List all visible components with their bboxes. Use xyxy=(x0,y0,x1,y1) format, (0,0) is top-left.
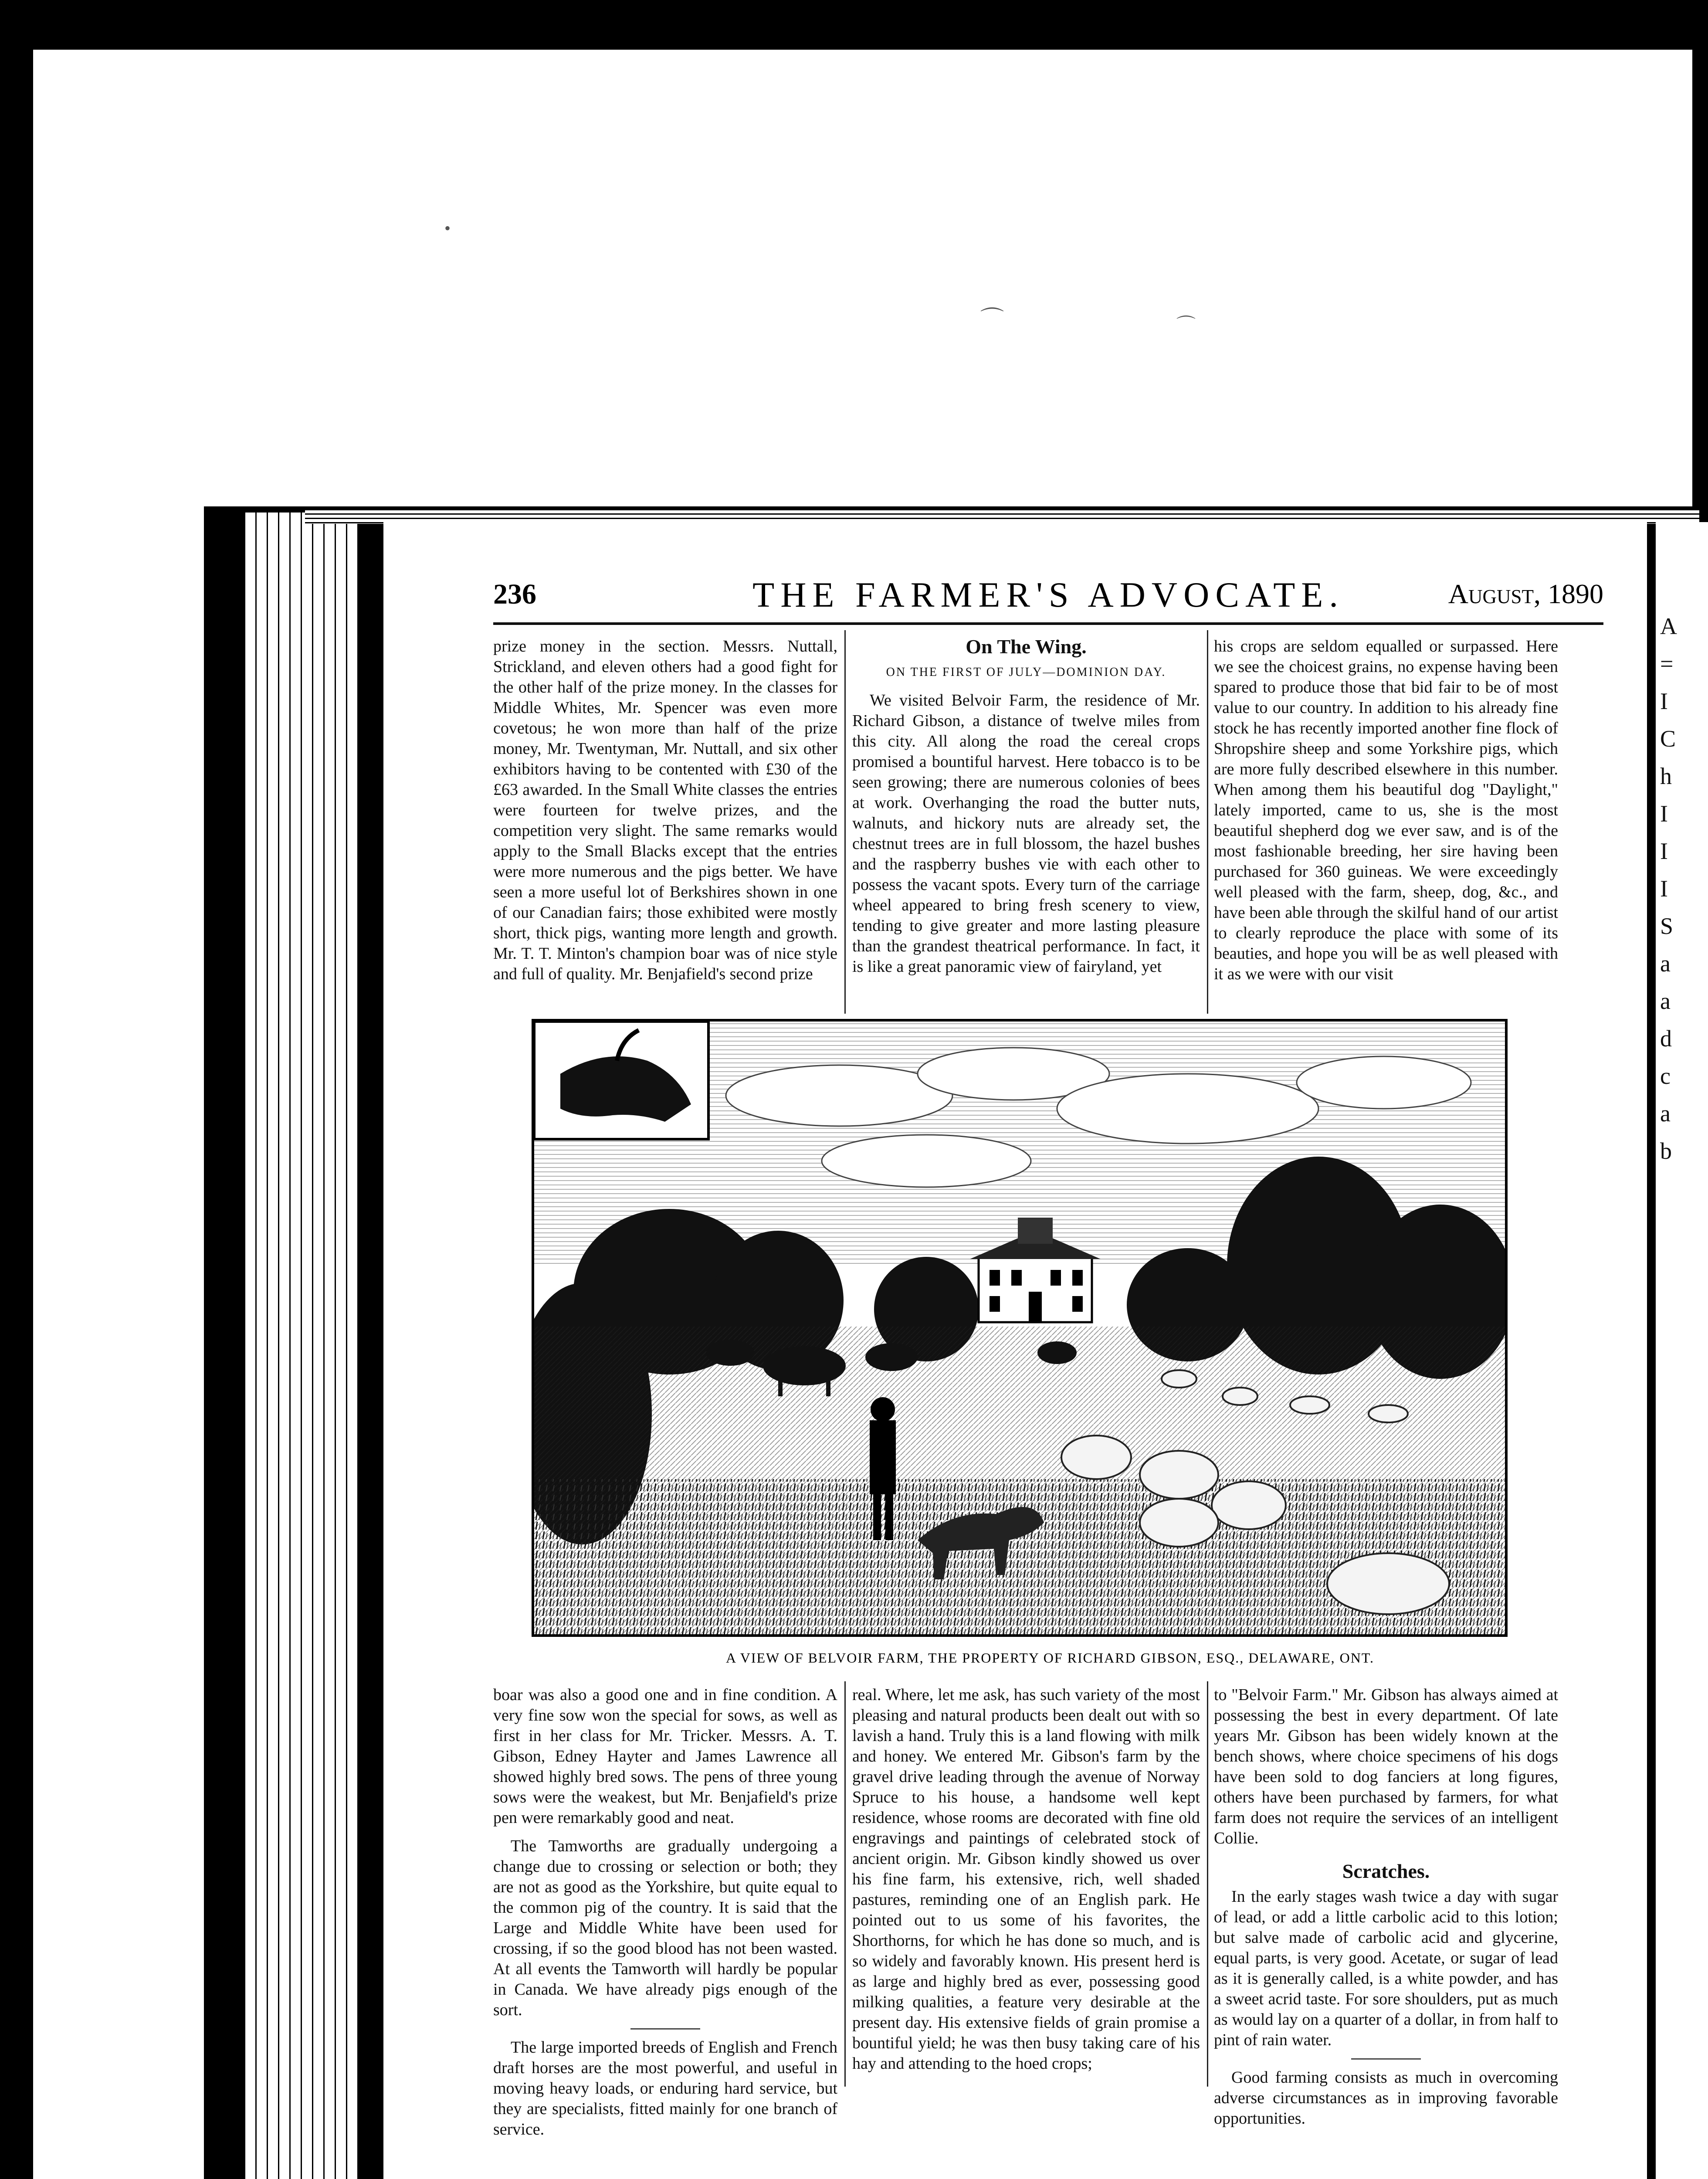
page-edges-top xyxy=(305,509,1699,524)
paragraph: We visited Belvoir Farm, the residence of Mr. Richard Gibson, a distance of twelve miles from this city. All along the road the cereal crops promised a bountiful harvest. Here tobacco is to be seen growing; there are numerous colonies of bees at work. Overhanging the road the butter nuts, walnuts, and hickory nuts are already set, the chestnut trees are in full blossom, the hazel bushes and the raspberry bushes vie with each other to possess the vacant spots. Every turn of the carriage wheel appeared to bring fresh scenery to view, tending to give greater and more lasting pleasure than the grandest theatrical performance. In fact, it is like a great panoramic view of fairyland, yet xyxy=(852,691,1200,976)
paragraph: The large imported breeds of English and French draft horses are the most powerful, and useful in moving heavy loads, or enduring hard service, but they are specialists, fitted mainly for one branch of service. xyxy=(493,2038,837,2138)
page-number: 236 xyxy=(493,578,536,610)
paragraph: prize money in the section. Messrs. Nuttall, Strickland, and eleven others had a good fight for the other half of the prize money. In the classes for Middle Whites, Mr. Spencer was even more covetous; he won more than half of the prize money, Mr. Twentyman, Mr. Nuttall, and six other exhibitors having to be contented with £30 of the £63 awarded. In the Small White classes the entries were fourteen for twelve prizes, and the competition very slight. The same remarks would apply to the Small Blacks except that the entries were more numerous and the pigs better. We have seen a more useful lot of Berkshires shown in one of our Canadian fairs; those exhibited were mostly short, thick pigs, wanting more length and growth. Mr. T. T. Minton's champion boar was of nice style and full of quality. Mr. Benjafield's second prize xyxy=(493,637,837,983)
column-separator xyxy=(1207,1681,1208,2087)
section-divider xyxy=(1351,2058,1421,2060)
column-2-bottom xyxy=(852,1685,1200,2074)
scan-speck: ⌒ xyxy=(980,306,1004,333)
scan-speck: ⌒ xyxy=(1176,315,1196,336)
paragraph: to "Belvoir Farm." Mr. Gibson has always aimed at possessing the best in every department. Of late years Mr. Gibson has been widely known at the bench shows, where choice specimens of his dogs have been sold to dog fanciers at long figures, others have been purchased by farmers, for what farm does not require the services of an intelligent Collie. xyxy=(1214,1686,1558,1847)
column-2-top xyxy=(852,636,1200,977)
illustration-caption: A VIEW OF BELVOIR FARM, THE PROPERTY OF RICHARD GIBSON, ESQ., DELAWARE, ONT. xyxy=(725,1650,1375,1666)
newspaper-page xyxy=(383,522,1647,2179)
column-1-bottom xyxy=(493,1685,837,2140)
scratches-heading: Scratches. xyxy=(1342,1860,1430,1882)
header-rule xyxy=(493,622,1603,625)
column-3-top xyxy=(1214,636,1558,984)
paragraph: his crops are seldom equalled or surpassed. Here we see the choicest grains, no expense having been spared to produce those that bid fair to be of most value to our country. In addition to his already fine stock he has recently imported another fine flock of Shropshire sheep and some Yorkshire pigs, which are more fully described elsewhere in this number. When among them his beautiful dog "Daylight," lately imported, came to us, she is the most beautiful shepherd dog we ever saw, and is of the most fashionable breeding, her sire having been purchased for 360 guineas. We were exceedingly well pleased with the farm, sheep, dog, &c., and have been able through the skilful hand of our artist to clearly reproduce the place with some of its beauties, and hope you will be as well pleased with it as we were with our visit xyxy=(1214,637,1558,983)
page-header xyxy=(493,569,1603,621)
issue-date: August, 1890 xyxy=(1448,578,1603,609)
paragraph: real. Where, let me ask, has such variety of the most pleasing and natural products been dealt out with so lavish a hand. Truly this is a land flowing with milk and honey. We entered Mr. Gibson's farm by the gravel drive leading through the avenue of Norway Spruce to his house, a handsome well kept residence, whose rooms are decorated with fine old engravings and paintings of celebrated stock of ancient origin. Mr. Gibson kindly showed us over his fine farm, his extensive, rich, well shaded pastures, reminding one of an English park. He pointed out to us some of his favorites, the Shorthorns, for which he has done so much, and is so widely and favorably known. His present herd is as large and highly bred as ever, possessing good milking qualities, a feature very desirable at the present day. His extensive fields of grain promise a bountiful yield; he was then busy taking care of his hay and attending to the hoed crops; xyxy=(852,1686,1200,2073)
paragraph: In the early stages wash twice a day with sugar of lead, or add a little carbolic acid to this lotion; but salve made of carbolic acid and glycerine, equal parts, is very good. Acetate, or sugar of lead as it is generally called, is a white powder, and has a sweet acrid taste. For sore shoulders, put as much as would lay on a quarter of a dollar, in from half to pint of rain water. xyxy=(1214,1887,1558,2049)
page-edges xyxy=(244,513,357,2179)
section-divider xyxy=(630,2028,700,2030)
paragraph: The Tamworths are gradually undergoing a change due to crossing or selection or both; they are not as good as the Yorkshire, but quite equal to the common pig of the country. It is said that the Large and Middle White have been used for crossing, if so the good blood has not been wasted. At all events the Tamworth will hardly be popular in Canada. We have already pigs enough of the sort. xyxy=(493,1837,837,2019)
column-separator xyxy=(1207,630,1208,1014)
masthead-title: THE FARMER'S ADVOCATE. xyxy=(752,575,1344,614)
column-1-top xyxy=(493,636,837,984)
farm-illustration xyxy=(532,1019,1508,1637)
article-title: On The Wing. xyxy=(966,635,1087,658)
scan-speck: • xyxy=(444,218,451,238)
paragraph: Good farming consists as much in overcoming adverse circumstances as in improving favorable opportunities. xyxy=(1214,2068,1558,2128)
belvoir-farm-engraving xyxy=(534,1022,1505,1634)
facing-page-edge xyxy=(1656,522,1708,2179)
column-3-bottom xyxy=(1214,1685,1558,2129)
paragraph: boar was also a good one and in fine condition. A very fine sow won the special for sows, as well as first in her class for Mr. Tricker. Messrs. A. T. Gibson, Edney Hayter and James Lawrence all showed highly bred sows. The pens of three young sows were the weakest, but Mr. Benjafield's prize pen were remarkably good and neat. xyxy=(493,1686,837,1827)
cow-head-inset xyxy=(534,1022,708,1139)
column-separator xyxy=(844,1681,846,2087)
article-subtitle: ON THE FIRST OF JULY—DOMINION DAY. xyxy=(886,665,1166,679)
facing-page-text-fragment: A = I C h I I I S a a d c a b xyxy=(1660,613,1677,1164)
column-separator xyxy=(844,630,846,1014)
